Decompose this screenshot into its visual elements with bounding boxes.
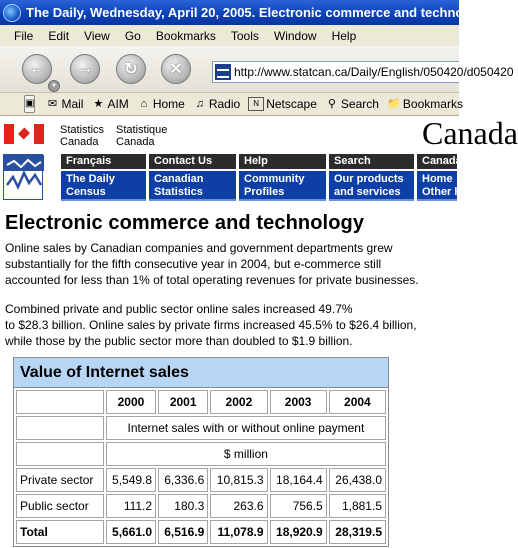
nav-contact-us[interactable]: Contact Us — [149, 154, 236, 169]
web-page-content — [0, 115, 518, 548]
forward-button[interactable] — [70, 54, 100, 84]
nav-products-services[interactable]: Our products and services — [329, 171, 414, 201]
table-cell: 18,164.4 — [270, 468, 327, 492]
statcan-logo-icon[interactable] — [3, 154, 43, 200]
year-header: 2004 — [329, 390, 386, 414]
row-label: Total — [16, 520, 104, 544]
table-total-row — [16, 520, 386, 544]
table-corner-cell — [16, 390, 104, 414]
radio-icon: ♫ — [195, 98, 204, 110]
year-header: 2001 — [158, 390, 208, 414]
bookmark-mail[interactable]: ✉ Mail — [45, 97, 83, 111]
bookmark-netscape[interactable]: N Netscape — [248, 97, 317, 111]
bookmark-home[interactable]: ⌂ Home — [137, 97, 185, 111]
new-tab-icon[interactable]: ▣ — [24, 95, 35, 113]
table-row — [16, 468, 386, 492]
nav-canadian-statistics[interactable]: Canadian Statistics — [149, 171, 236, 201]
aim-icon: ★ — [93, 98, 104, 110]
table-cell: 18,920.9 — [270, 520, 327, 544]
canada-flag-icon — [4, 124, 44, 144]
back-arrow-icon: ← — [29, 60, 45, 77]
row-label: Private sector — [16, 468, 104, 492]
table-unit-row — [16, 442, 386, 466]
sales-paragraph: Combined private and public sector online sales increased 49.7% to $28.3 billion. Online sales by private firms increased 45.5% to $26.4 billion, while those by the public sector more than doubled to $1.9 billion. — [5, 302, 417, 348]
row-label: Public sector — [16, 494, 104, 518]
table-cell: 1,881.5 — [329, 494, 386, 518]
mail-icon: ✉ — [47, 98, 58, 110]
nav-canada-site[interactable]: Canada Site — [417, 154, 457, 169]
search-icon: ⚲ — [327, 98, 336, 110]
table-row — [16, 494, 386, 518]
menu-view[interactable]: View — [84, 28, 110, 43]
nav-francais[interactable]: Français — [61, 154, 146, 169]
menu-window[interactable]: Window — [273, 28, 317, 43]
menu-go[interactable]: Go — [124, 28, 141, 43]
table-cell: 6,336.6 — [158, 468, 208, 492]
menu-help[interactable]: Help — [331, 28, 357, 43]
table-cell: 10,815.3 — [210, 468, 267, 492]
table-unit: $ million — [106, 442, 386, 466]
window-title: The Daily, Wednesday, April 20, 2005. Electronic commerce and technology — [26, 5, 491, 20]
bookmarks-toolbar — [0, 93, 463, 116]
table-caption: Value of Internet sales — [14, 358, 388, 388]
table-cell: 6,516.9 — [158, 520, 208, 544]
bookmark-search[interactable]: ⚲ Search — [325, 97, 379, 111]
folder-icon: 📁 — [387, 98, 401, 110]
government-signature — [4, 124, 167, 148]
table-cell: 756.5 — [270, 494, 327, 518]
year-header: 2000 — [106, 390, 156, 414]
table-cell: 5,549.8 — [106, 468, 156, 492]
back-history-dropdown[interactable]: ▼ — [48, 80, 60, 92]
bookmark-radio[interactable]: ♫ Radio — [193, 97, 240, 111]
nav-community-profiles[interactable]: Community Profiles — [239, 171, 326, 201]
table-cell: 263.6 — [210, 494, 267, 518]
table-cell: 28,319.5 — [329, 520, 386, 544]
table-cell: 5,661.0 — [106, 520, 156, 544]
site-favicon-icon — [215, 64, 231, 80]
top-navigation — [61, 154, 485, 169]
internet-sales-table — [13, 357, 389, 547]
back-button[interactable] — [22, 54, 52, 84]
reload-icon: ↻ — [124, 61, 138, 78]
menu-tools[interactable]: Tools — [230, 28, 259, 43]
year-header: 2002 — [210, 390, 267, 414]
canada-wordmark: Canada — [422, 115, 518, 151]
table-year-header-row — [16, 390, 386, 414]
main-navigation — [61, 171, 480, 198]
table-subheader: Internet sales with or without online payment — [106, 416, 386, 440]
netscape-icon: N — [248, 97, 264, 111]
menu-bookmarks[interactable]: Bookmarks — [155, 28, 216, 43]
statcan-french-name: Statistique Canada — [116, 124, 168, 148]
reload-button[interactable] — [116, 54, 146, 84]
browser-app-icon — [3, 4, 21, 22]
bookmark-aim[interactable]: ★ AIM — [91, 97, 128, 111]
address-bar[interactable] — [212, 61, 514, 83]
table-cell: 180.3 — [158, 494, 208, 518]
table-subheader-row — [16, 416, 386, 440]
home-icon: ⌂ — [140, 98, 148, 110]
stop-button[interactable] — [161, 54, 191, 84]
menu-bar — [0, 25, 459, 47]
menu-file[interactable]: File — [14, 28, 34, 43]
page-title: Electronic commerce and technology — [5, 212, 365, 234]
nav-search[interactable]: Search — [329, 154, 414, 169]
intro-paragraph: Online sales by Canadian companies and government departments grew substantially for the fifth consecutive year in 2004, but e-commerce still accounted for less than 1% of total operating revenues for private businesses. — [5, 241, 419, 287]
bookmark-folder[interactable]: 📁 Bookmarks — [387, 97, 463, 111]
nav-help[interactable]: Help — [239, 154, 326, 169]
stop-icon: ✕ — [169, 61, 183, 78]
nav-home-other-links[interactable]: Home Other links — [417, 171, 457, 201]
address-url[interactable]: http://www.statcan.ca/Daily/English/050420/d050420 — [234, 65, 514, 79]
window-title-bar — [0, 0, 491, 25]
menu-edit[interactable]: Edit — [48, 28, 70, 43]
table-cell: 11,078.9 — [210, 520, 267, 544]
year-header: 2003 — [270, 390, 327, 414]
table-cell: 26,438.0 — [329, 468, 386, 492]
statcan-english-name: Statistics Canada — [60, 124, 105, 148]
table-cell: 111.2 — [106, 494, 156, 518]
forward-arrow-icon: → — [77, 60, 93, 77]
nav-the-daily-census[interactable]: The Daily Census — [61, 171, 146, 201]
